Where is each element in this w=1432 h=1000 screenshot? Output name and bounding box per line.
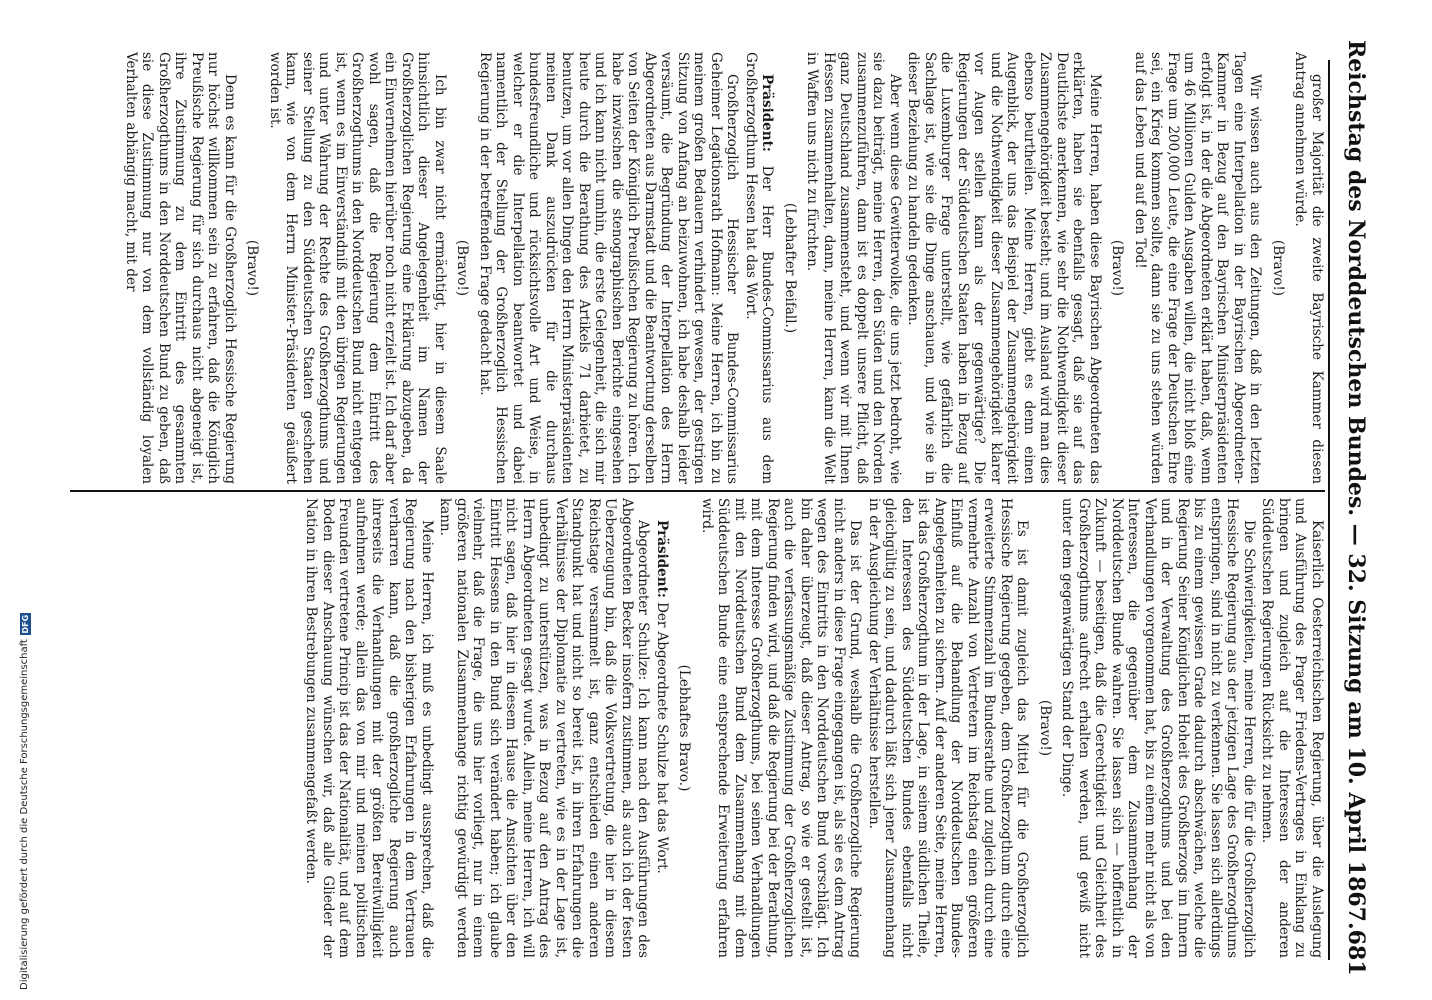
speaker-name: Präsident:	[654, 520, 670, 598]
speaker-text: Der Herr Bundes-Commissarius aus dem Großherzogthum Hessen hat das Wort.	[743, 52, 776, 484]
applause-note: (Bravo!)	[244, 239, 261, 297]
running-header-text	[1336, 40, 1376, 976]
dfg-logo: DFG	[20, 614, 30, 634]
page-number: 681	[1343, 929, 1369, 976]
body-paragraph: Wir wissen auch aus den Zeitungen, daß in den letzten Tagen eine Interpellation in der Bayrischen Abgeordneten-Kammer in Bezug auf den Bayrischen Ministerpräsidenten erfolgt ist, in der die Abgeordneten erklärt haben, daß, wenn um 46 Millionen Gulden Ausgaben willen, die nicht bloß eine Frage um 200,000 Leute, die eine Frage der Deutschen Ehre sei, ein Krieg kommen sollte, dann sie zu uns stehen würden auf das Leben und auf den Tod!	[1132, 52, 1264, 484]
speaker-name: Präsident:	[759, 74, 776, 152]
applause-note: (Lebhafter Beifall.)	[782, 202, 798, 334]
body-paragraph: Es ist damit zugleich das Mittel für die Großherzoglich Hessische Regierung gegeben, dem Großherzogthum durch eine erweiterte Stimmenzahl im Bundesrathe und zugleich durch eine vermehrte Anzahl von Vertretern im Reichstag einen größeren Einfluß auf die Behandlung der Norddeutschen Bundes-Angelegenheiten zu sichern. Auf der anderen Seite, meine Herren, ist das Großherzogthum in der Lage, in seinem südlichen Theile, den Interessen des Süddeutschen Bundes ebenfalls nicht gleichgültig zu sein, und dadurch läßt sich jener Zusammenhang in der Ausgleichung der Verhältnisse herstellen.	[866, 498, 1031, 958]
applause-note: (Bravo!)	[1037, 699, 1053, 757]
header-title: Reichstag des Norddeutschen Bundes. — 32. Sitzung am 10. April 1867.	[1343, 40, 1369, 930]
speaker-paragraph	[743, 52, 776, 484]
body-paragraph: Abgeordneter Schulze: Ich kann nach den Ausführungen des Abgeordneten Becker insofern zustimmen, als auch ich der festen Ueberzeugung bin, daß die Volksvertretung, die hier in diesem Reichstage versammelt ist, ganz entschieden einen anderen Standpunkt hat und nicht so bereit ist, in ihren Erfahrungen die Verhältnisse der Diplomatie zu vertreten, wie es in der Lage ist, unbedingt zu unterstützen, was in Bezug auf den Antrag des Herrn Abgeordneten gesagt wurde. Allein, meine Herren, ich will nicht sagen, daß hier in diesem Hause die Ansichten über den Eintritt Hessens in den Bund sich verändert haben; ich glaube vielmehr, daß die Frage, die uns hier vorliegt, nur in einem größeren nationalen Zusammenhange richtig gewürdigt werden kann.	[437, 498, 652, 958]
applause-note: (Bravo!)	[1270, 239, 1286, 297]
body-paragraph: Das ist der Grund, weshalb die Großherzogliche Regierung nicht anders in diese Frage eingegangen ist, als sie es dem Antrag wegen des Eintritts in den Norddeutschen Bund vorschlägt. Ich bin daher überzeugt, daß dieser Antrag, so wie er gestellt ist, auch die verfassungsmäßige Zustimmung der Großherzoglichen Regierung finden wird, und daß die Regierung bei der Berathung, mit dem Interesse Großherzogthums, bei seinen Verhandlungen mit den Norddeutschen Bund dem Zusammenhang mit dem Süddeutschen Bunde eine entsprechende Erweiterung erfahren wird.	[699, 498, 864, 958]
digitization-credit	[18, 610, 32, 990]
body-paragraph: Aber wenn diese Gewitterwolke, die uns jetzt bedroht, wie sie dazu beiträgt, meine Herren, den Süden und den Norden zusammenzuführen, dann ist es doppelt unsere Pflicht, daß ganz Deutschland zusammensteht, und wenn wir mit Ihnen Hessen zusammenhalten, dann, meine Herren, kann die Welt in Waffen uns nicht zu fürchten.	[804, 52, 903, 484]
body-paragraph: Meine Herren, ich muß es unbedingt aussprechen, daß die Regierung nach den bisherigen Erfahrungen in dem Vertrauen verharren kann, daß die großherzogliche Regierung auch ihrerseits die Verhandlungen mit der größten Bereitwilligkeit aufnehmen werde; allein das von mir und meinen politischen Freunden vertretene Princip ist das der Nationalität, und auf dem Boden dieser Anschauung wünschen wir, daß alle Glieder der Nation in ihren Bestrebungen zusammengefaßt werden.	[303, 498, 435, 958]
applause-note: (Lebhaftes Bravo.)	[676, 664, 693, 792]
body-paragraph: Ich bin zwar nicht ermächtigt, hier in diesem Saale hinsichtlich dieser Angelegenheit im Namen der Großherzoglichen Regierung eine Erklärung abzugeben, da ein Einvernehmen hierüber noch nicht erzielt ist. Ich darf aber wohl sagen, daß die Regierung dem Eintritt des Großherzogthums in den Norddeutschen Bund nicht entgegen ist, wenn es im Einverständniß mit den übrigen Regierungen und unter Wahrung der Rechte des Großherzogthums und seiner Stellung zu den Süddeutschen Staaten geschehen kann, wie von dem Herrn Minister-Präsidenten geäußert worden ist.	[267, 52, 448, 484]
speaker-text: Der Abgeordnete Schulze hat das Wort.	[654, 602, 670, 874]
body-paragraph: Die Schwierigkeiten, meine Herren, die für die Großherzoglich Hessische Regierung aus der jetzigen Lage des Großherzogthums entspringen, sind in nicht zu verkennen. Sie lassen sich allerdings bis zu einem gewissen Grade dadurch abschwächen, welche die Regierung Seiner Königlichen Hoheit des Großherzogs im Innern und in der Verwaltung des Großherzogthums und bei den Verhandlungen vorgenommen hat, bis zu einem mehr nicht als von Interessen, die gegenüber dem Zusammenhang der Norddeutschen Bunde wahren. Sie lassen sich — hoffentlich in Zukunft — beseitigen, daß die Gerechtigkeit und Gleichheit des Großherzogthums aufrecht erhalten werden, und gewiß nicht unter dem gegenwärtigen Stand der Dinge.	[1059, 498, 1257, 958]
running-header	[1336, 40, 1376, 976]
speaker-paragraph	[654, 498, 671, 958]
body-paragraph: großer Majorität die zweite Bayrische Kammer diesen Antrag annehmen würde.	[1292, 52, 1325, 484]
header-rule	[1328, 60, 1330, 960]
body-paragraph: Denn es kann für die Großherzoglich Hessische Regierung nur höchst willkommen sein zu erfahren, daß die Königlich Preußische Regierung für sich durchaus nicht abgeneigt ist, ihre Zustimmung zu dem Eintritt des gesammten Großherzogthums in den Norddeutschen Bund zu geben, daß sie diese Zustimmung nur von dem vollständig loyalen Verhalten abhängig macht, mit der	[123, 52, 238, 484]
body-paragraph: Großherzoglich Hessischer Bundes-Commissarius Geheimer Legationsrath Hofmann: Meine Herren, ich bin zu meinem großen Bedauern verhindert gewesen, der gestrigen Sitzung von Anfang an beizuwohnen, ich habe deshalb leider versäumt, die Begründung der Interpellation des Herrn Abgeordneten aus Darmstadt und die Beantwortung derselben von Seiten der Königlich Preußischen Regierung zu hören. Ich habe inzwischen die stenographischen Berichte eingesehen und ich kann nicht umhin, die erste Gelegenheit, die sich mir heute durch die Berathung des Artikels 71 darbietet, zu benutzen, um vor allen Dingen den Herrn Ministerpräsidenten meinen Dank auszudrücken für die durchaus bundesfreundliche und rücksichtsvolle Art und Weise, in welcher er die Interpellation beantwortet und dabei namentlich der Stellung der Großherzoglich Hessischen Regierung in der betreffenden Frage gedacht hat.	[477, 52, 741, 484]
column-left-top-text	[70, 52, 1325, 484]
column-left-top	[70, 52, 1325, 484]
column-right-top	[70, 498, 1325, 958]
credit-text: Digitalisierung gefördert durch die Deutsche Forschungsgemeinschaft	[19, 639, 30, 990]
column-divider	[70, 490, 1325, 492]
body-paragraph: Kaiserlich Oesterreichischen Regierung, über die Auslegung und Ausführung des Prager Friedens-Vertrages in Einklang zu bringen und zugleich auf die Interessen der anderen Süddeutschen Regierungen Rücksicht zu nehmen.	[1259, 498, 1325, 958]
body-paragraph: Meine Herren, haben diese Bayrischen Abgeordneten das erklärten, haben sie ebenfalls gesagt, daß sie auf das Deutlichste anerkennen, wie sehr die Nothwendigkeit dieser Zusammengehörigkeit besteht; und im Ausland wird man dies ebenso beurtheilen. Meine Herren, giebt es denn einen Augenblick, der uns das Beispiel der Zusammengehörigkeit und die Nothwendigkeit dieser Zusammengehörigkeit klarer vor Augen stellen kann als der gegenwärtige? Die Regierungen der Süddeutschen Staaten haben in Bezug auf die Luxemburger Frage unterstellt, wie gefährlich die Sachlage ist, wie sie die Dinge anschauen, und wie sie in dieser Beziehung zu handeln gedenken.	[905, 52, 1103, 484]
column-right-top-text	[70, 498, 1325, 958]
applause-note: (Bravo!)	[454, 239, 471, 297]
applause-note: (Bravo!)	[1109, 239, 1126, 297]
